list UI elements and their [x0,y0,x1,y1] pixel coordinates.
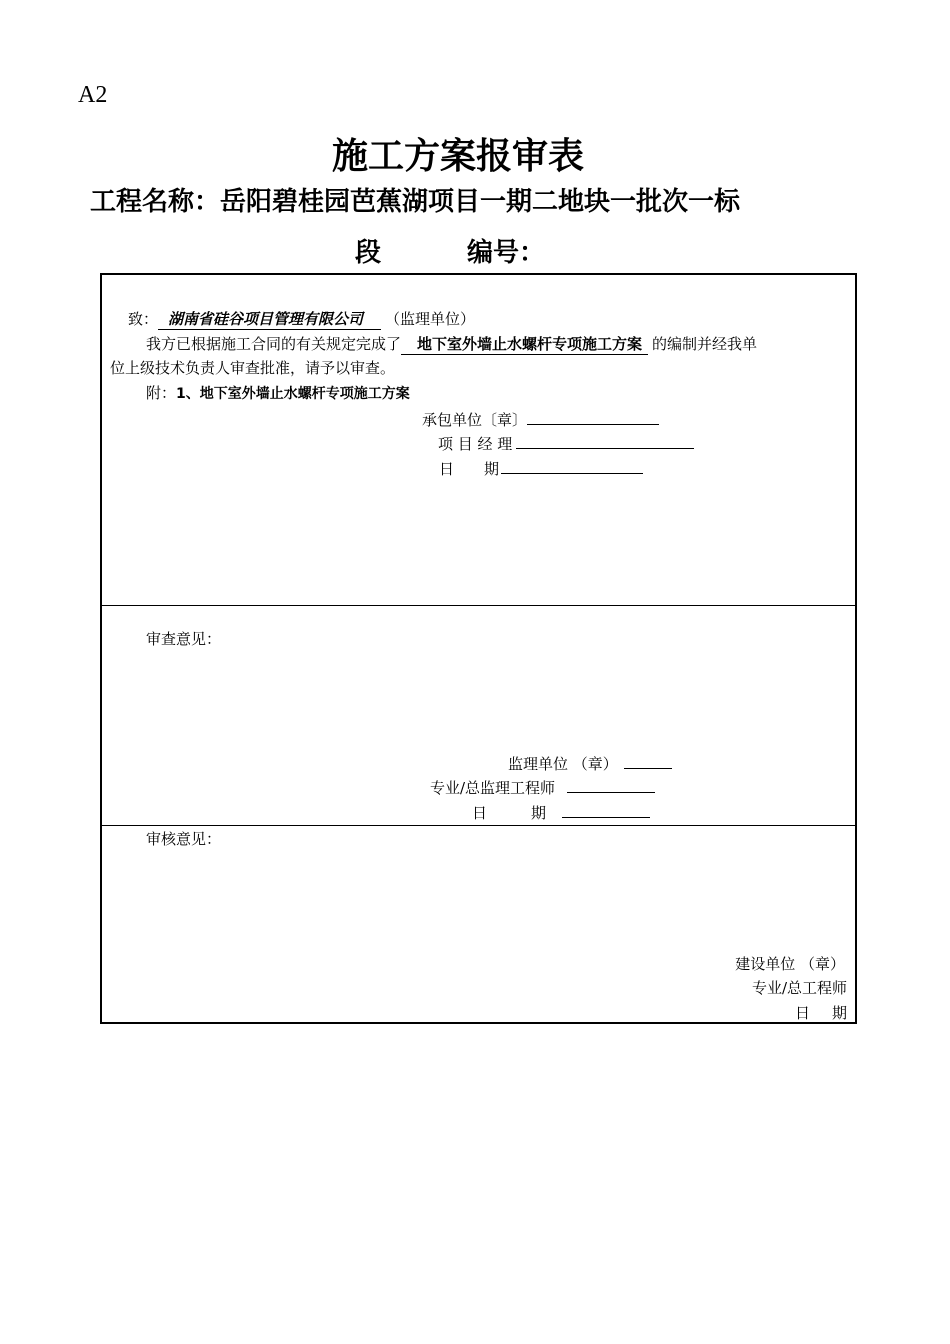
attachment-item: 1、地下室外墙止水螺杆专项施工方案 [176,386,410,402]
plan-name: 地下室外墙止水螺杆专项施工方案 [417,335,643,353]
addressee-suffix: （监理单位） [385,310,476,328]
date-label-b: 期 [831,1004,847,1022]
body-line-1 [146,334,757,355]
addressee-label: 致： [128,310,159,328]
project-name-line-2 [355,232,545,269]
review-opinion-label: 审查意见： [146,630,222,648]
date-label-a: 日 [472,804,488,822]
chief-engineer-signature-line [430,777,655,798]
approval-date-line [795,1003,847,1023]
project-name-line: 工程名称：岳阳碧桂园芭蕉湖项目一期二地块一批次一标 [90,187,741,217]
body-prefix: 我方已根据施工合同的有关规定完成了 [146,335,402,353]
chief-engineer-label: 专业/总监理工程师 [430,779,556,797]
contractor-signature-line [422,409,659,430]
page-title: 施工方案报审表 [331,136,584,177]
chief-engineer-signature-field[interactable] [567,777,655,793]
date-label-a: 日 [439,460,455,478]
body-line-2: 位上级技术负责人审查批准，请予以审查。 [110,359,396,377]
addressee-value: 湖南省硅谷项目管理有限公司 [168,310,364,328]
attachment-line [146,383,410,404]
form-table [100,273,857,1024]
contractor-signature-field[interactable] [527,409,659,425]
owner-engineer-line: 专业/总工程师 [751,979,847,997]
attachment-label: 附： [146,384,177,402]
body-suffix: 的编制并经我单 [652,335,758,353]
pm-signature-field[interactable] [516,433,694,449]
pm-signature-line [438,433,694,454]
pm-label: 项 目 经 理 [438,435,513,453]
document-code: A2 [78,82,108,108]
owner-signature-line: 建设单位 （章） [735,955,845,973]
supervisor-label: 监理单位 （章） [508,755,618,773]
date-label-b: 期 [531,804,547,822]
date-line [439,458,643,479]
supervisor-signature-field[interactable] [624,753,672,769]
date-label-a: 日 [794,1004,810,1022]
project-name-continuation: 段 [355,238,382,268]
contractor-label: 承包单位〔章〕 [422,411,528,429]
serial-number-label: 编号： [467,238,546,268]
approval-opinion-label: 审核意见： [146,830,222,848]
section-divider [102,825,855,826]
review-date-field[interactable] [562,802,650,818]
review-date-line [472,802,650,823]
supervisor-signature-line [508,753,672,774]
addressee-line [128,309,475,330]
date-field[interactable] [501,458,643,474]
date-label-b: 期 [484,460,500,478]
section-divider [102,605,855,606]
